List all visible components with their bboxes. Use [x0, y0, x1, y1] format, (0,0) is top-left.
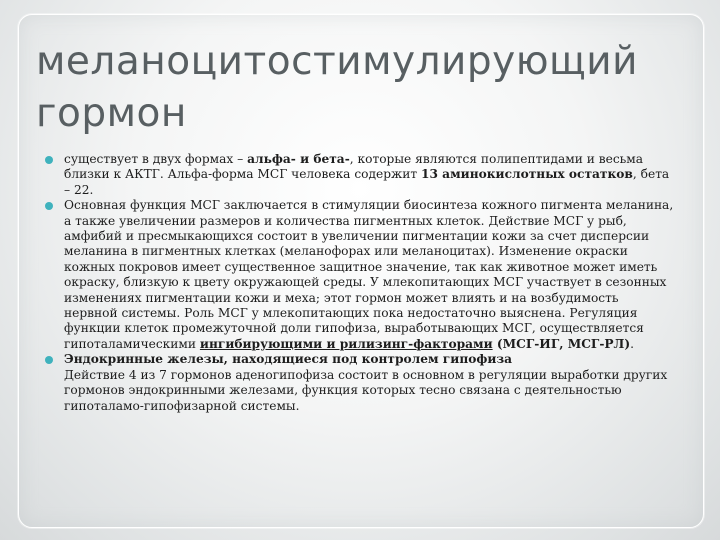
title-line-1: меланоцитостимулирующий [36, 39, 638, 84]
bullet-list [44, 152, 674, 414]
bullet-dot-icon [45, 202, 53, 210]
bullet-item-endocrine [44, 352, 674, 414]
bullet-item-forms [44, 152, 674, 198]
slide-title [36, 36, 686, 140]
bold-heading: Эндокринные железы, находящиеся под контролем гипофиза [64, 352, 513, 367]
bullet-text: Действие 4 из 7 гормонов аденогипофиза состоит в основном в регуляции выработки других гормонов эндокринными железами, функция которых тесно связана с деятельностью гипоталамо-гипофизарной системы. [64, 367, 668, 413]
title-line-2: гормон [36, 91, 187, 136]
bullet-dot-icon [45, 356, 53, 364]
bold-underlined-phrase: ингибирующими и рилизинг-факторами [199, 336, 493, 351]
bullet-text: существует в двух формах – [64, 152, 248, 166]
bullet-text: , бета – 22. [64, 167, 670, 197]
bullet-item-function [44, 198, 674, 352]
bold-phrase: (МСГ-ИГ, МСГ-РЛ) [492, 336, 631, 351]
bullet-text: . [630, 336, 634, 351]
bold-phrase: альфа- и бета- [247, 152, 350, 166]
bullet-text: , которые являются полипептидами и весьма близки к АКТГ. Альфа-форма МСГ человека содержит [64, 152, 644, 182]
bullet-dot-icon [45, 156, 53, 164]
bullet-text: Основная функция МСГ заключается в стимуляции биосинтеза кожного пигмента меланина, а также увеличении размеров и количества пигментных клеток. Действие МСГ у рыб, амфибий и пресмыкающихся состоит в увеличении пигментации кожи за счет дисперсии меланина в пигментных клетках (меланофорах или меланоцитах). Изменение окраски кожных покровов имеет существенное защитное значение, так как животное может иметь окраску, близкую к цвету окружающей среды. У млекопитающих МСГ участвует в сезонных изменениях пигментации кожи и меха; этот гормон может влиять и на возбудимость нервной системы. Роль МСГ у млекопитающих пока недостаточно выяснена. Регуляция функции клеток промежуточной доли гипофиза, выработывающих МСГ, осуществляется гипоталамическими [64, 198, 674, 351]
bold-phrase: 13 аминокислотных остатков [420, 167, 633, 182]
